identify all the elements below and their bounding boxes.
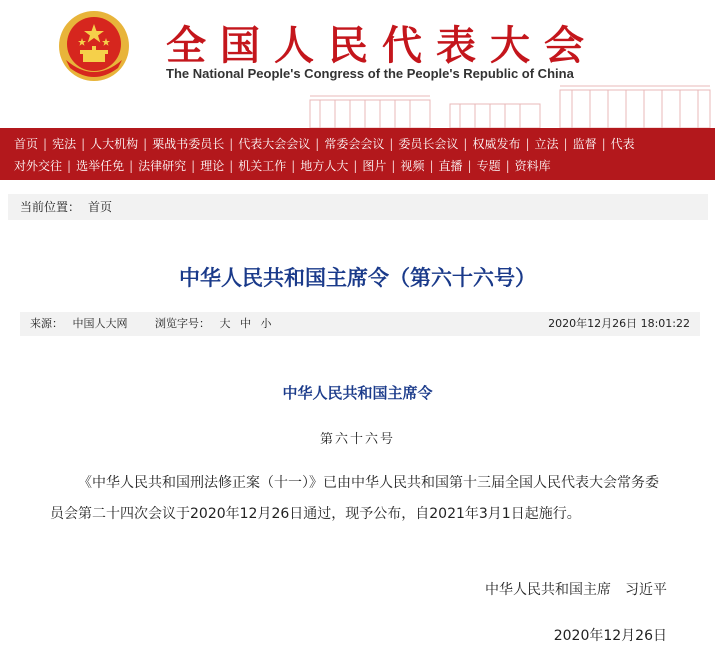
publish-datetime: 2020年12月26日 18:01:22 <box>548 317 690 330</box>
nav-separator: | <box>143 137 148 151</box>
nav-item[interactable]: 委员长会议 <box>398 137 459 151</box>
nav-item[interactable]: 代表 <box>610 137 635 151</box>
nav-separator: | <box>291 159 296 173</box>
font-size-medium-button[interactable]: 中 <box>240 317 251 330</box>
nav-separator: | <box>525 137 530 151</box>
nav-item[interactable]: 视频 <box>400 159 425 173</box>
nav-item[interactable]: 选举任免 <box>76 159 125 173</box>
breadcrumb <box>8 194 708 220</box>
order-sign-date: 2020年12月26日 <box>553 628 667 644</box>
nav-separator: | <box>229 137 234 151</box>
nav-separator: | <box>315 137 320 151</box>
site-header <box>0 0 715 128</box>
font-size-large-button[interactable]: 大 <box>219 317 231 330</box>
nav-separator: | <box>505 159 510 173</box>
nav-separator: | <box>391 159 396 173</box>
article-meta-bar <box>20 312 700 336</box>
breadcrumb-home-link[interactable]: 首页 <box>88 200 113 214</box>
nav-separator: | <box>129 159 134 173</box>
order-number: 第六十六号 <box>319 432 395 447</box>
font-size-small-button[interactable]: 小 <box>260 317 272 330</box>
nav-item[interactable]: 常委会会议 <box>324 137 385 151</box>
source-label: 来源： <box>30 317 63 330</box>
great-hall-decoration <box>300 82 715 128</box>
breadcrumb-label: 当前位置： <box>20 200 81 214</box>
nav-separator: | <box>67 159 72 173</box>
nav-item[interactable]: 代表大会会议 <box>238 137 311 151</box>
nav-row-secondary <box>14 155 551 177</box>
source-value: 中国人大网 <box>72 317 128 330</box>
site-title-chinese: 全国人民代表大会 <box>166 22 598 69</box>
main-navigation <box>0 128 715 180</box>
nav-item[interactable]: 栗战书委员长 <box>152 137 225 151</box>
nav-item[interactable]: 对外交往 <box>14 159 63 173</box>
nav-row-primary <box>14 133 635 155</box>
nav-separator: | <box>389 137 394 151</box>
nav-item[interactable]: 立法 <box>534 137 559 151</box>
meta-left <box>30 312 272 336</box>
nav-separator: | <box>601 137 606 151</box>
nav-separator: | <box>229 159 234 173</box>
nav-item[interactable]: 监督 <box>572 137 597 151</box>
nav-separator: | <box>353 159 358 173</box>
site-title-english: The National People's Congress of the People's Republic of China <box>166 66 574 81</box>
nav-separator: | <box>191 159 196 173</box>
order-heading: 中华人民共和国主席令 <box>282 384 433 402</box>
nav-item[interactable]: 直播 <box>438 159 463 173</box>
nav-item[interactable]: 专题 <box>476 159 501 173</box>
nav-separator: | <box>43 137 48 151</box>
nav-item[interactable]: 资料库 <box>514 159 551 173</box>
nav-item[interactable]: 机关工作 <box>238 159 287 173</box>
nav-item[interactable]: 首页 <box>14 137 39 151</box>
nav-separator: | <box>463 137 468 151</box>
nav-item[interactable]: 理论 <box>200 159 225 173</box>
nav-item[interactable]: 权威发布 <box>472 137 521 151</box>
national-emblem-icon[interactable] <box>58 10 130 82</box>
nav-item[interactable]: 法律研究 <box>138 159 187 173</box>
nav-separator: | <box>429 159 434 173</box>
nav-separator: | <box>467 159 472 173</box>
nav-separator: | <box>563 137 568 151</box>
nav-item[interactable]: 图片 <box>362 159 387 173</box>
font-size-label: 浏览字号： <box>155 317 210 330</box>
order-body-text: 《中华人民共和国刑法修正案（十一）》已由中华人民共和国第十三届全国人民代表大会常务委员会第二十四次会议于2020年12月26日通过，现予公布，自2021年3月1日起施行。 <box>50 475 659 522</box>
article-title: 中华人民共和国主席令（第六十六号） <box>179 265 536 290</box>
nav-item[interactable]: 地方人大 <box>300 159 349 173</box>
nav-item[interactable]: 宪法 <box>52 137 77 151</box>
order-signer: 中华人民共和国主席 习近平 <box>485 582 667 598</box>
nav-separator: | <box>81 137 86 151</box>
nav-item[interactable]: 人大机构 <box>90 137 139 151</box>
